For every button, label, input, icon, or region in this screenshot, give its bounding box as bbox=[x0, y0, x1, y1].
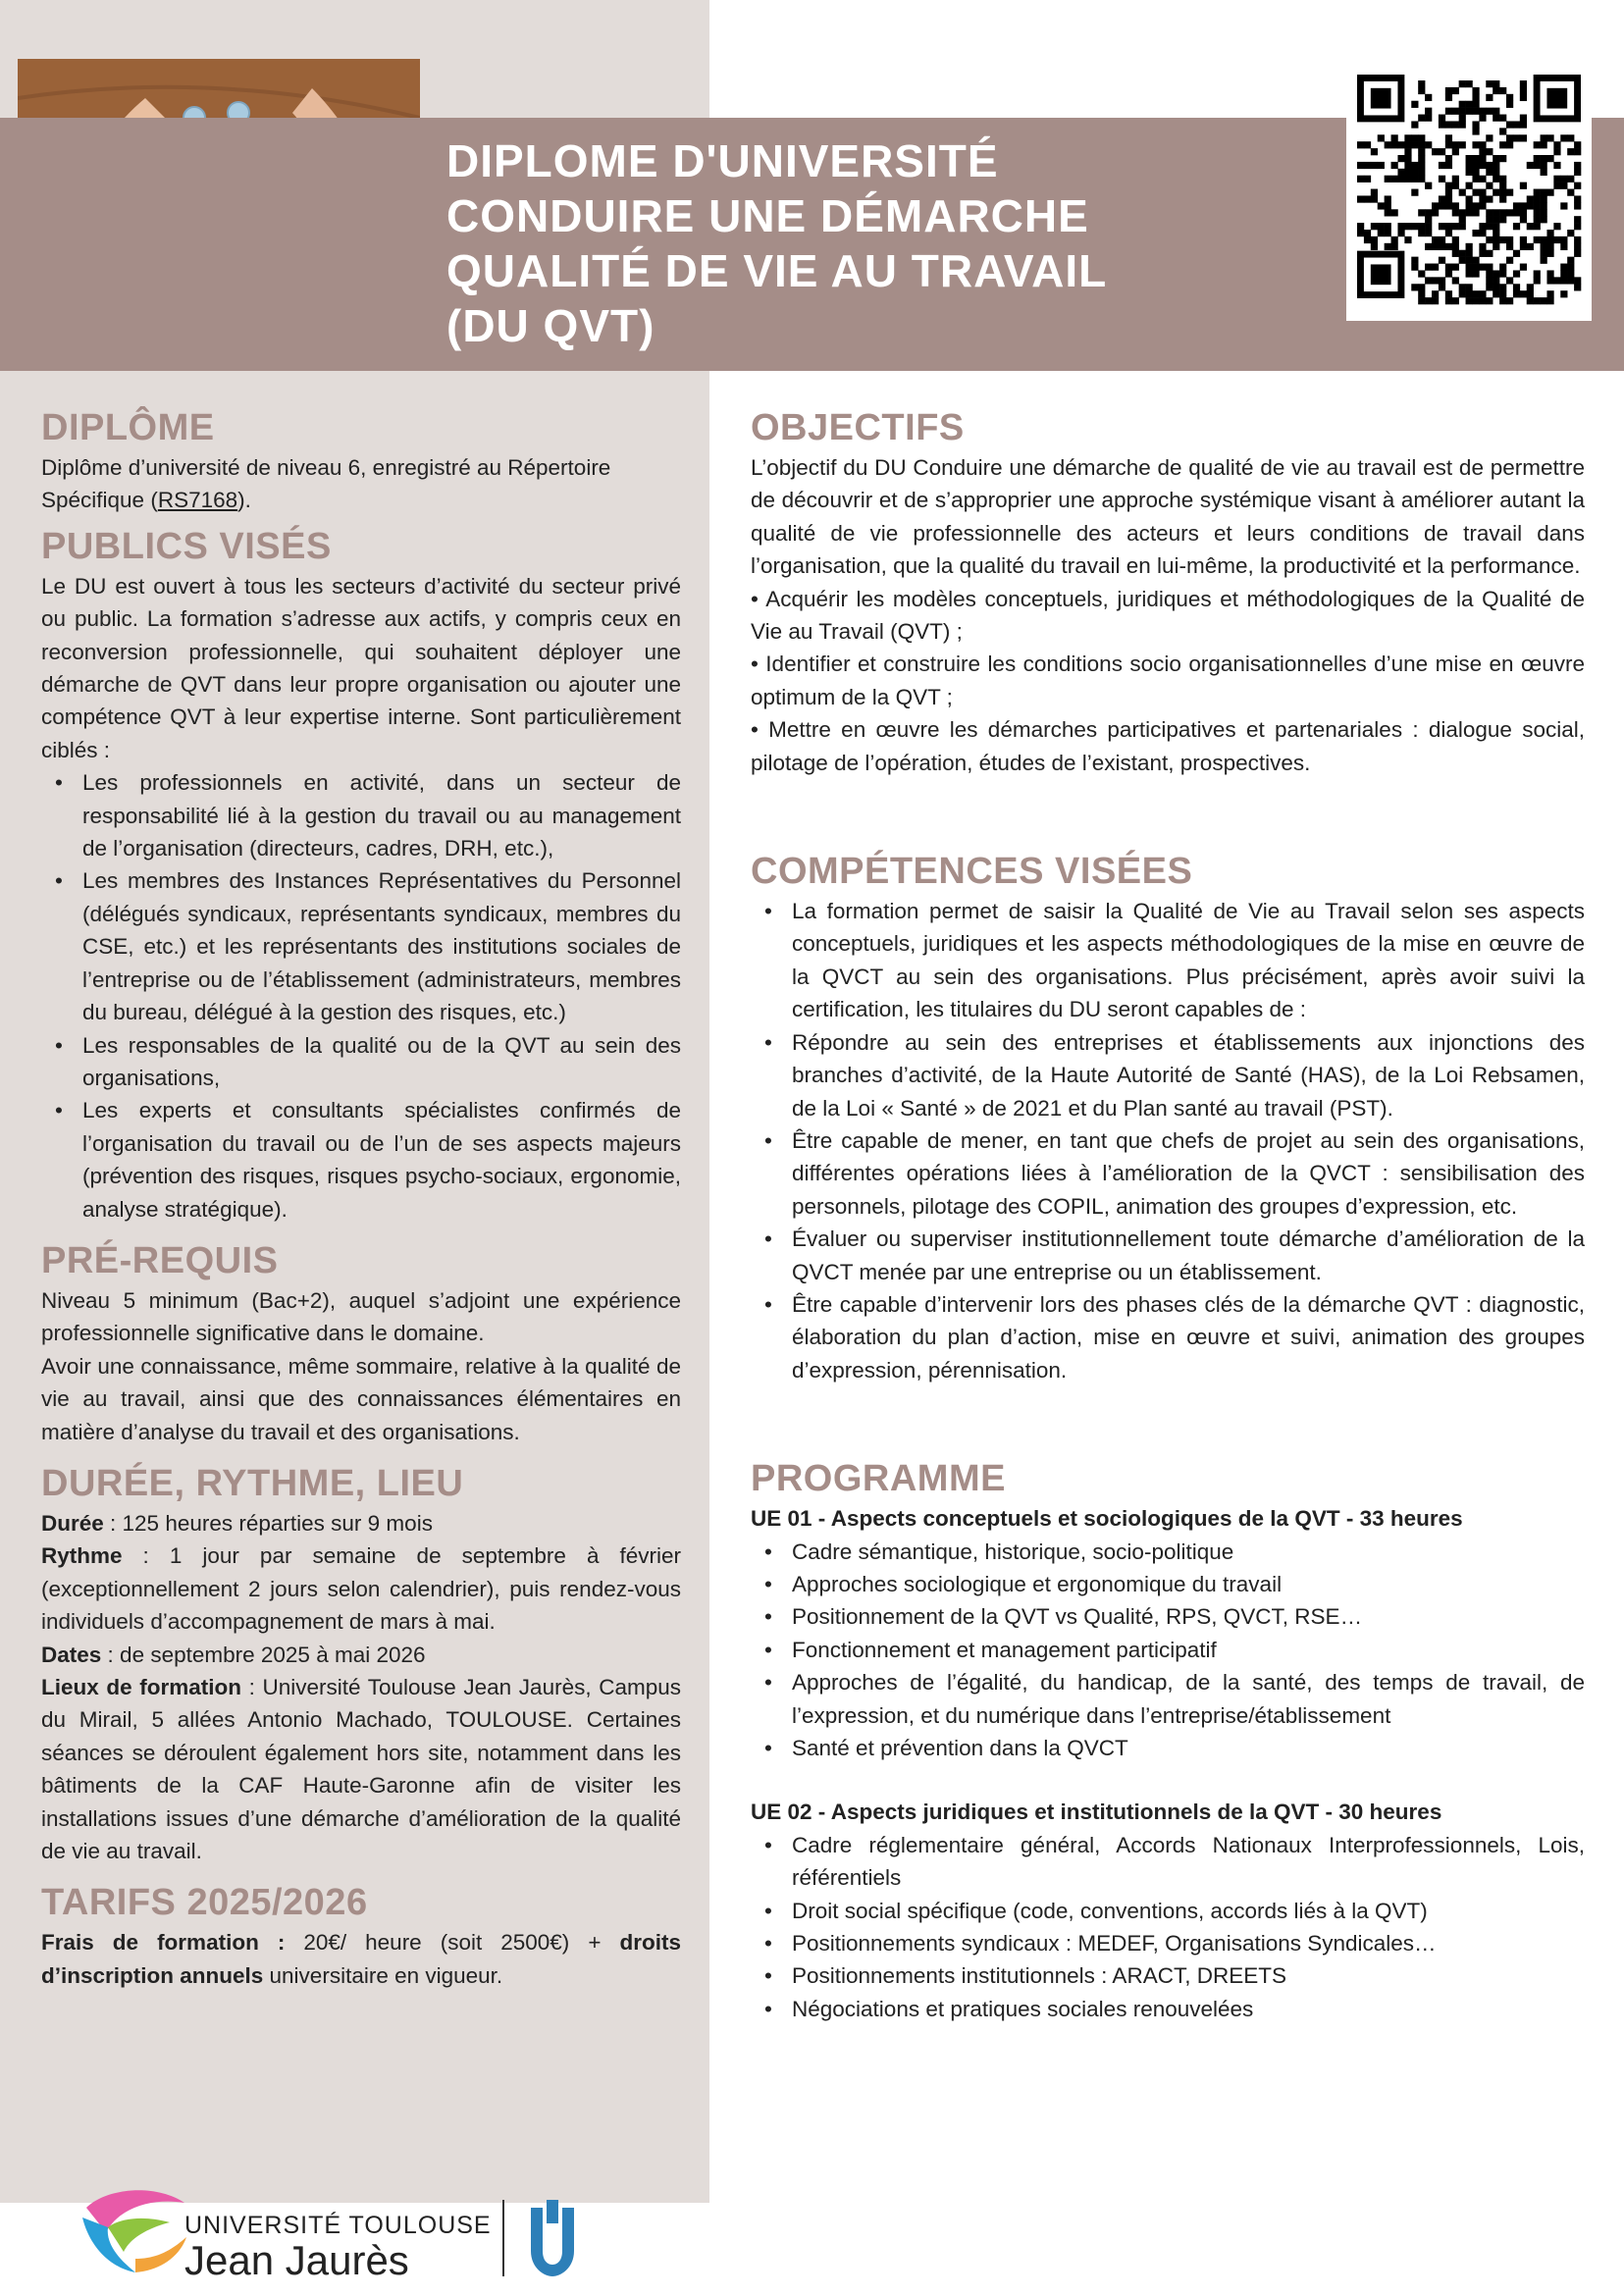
list-item: • Positionnements syndicaux : MEDEF, Organisations Syndicales… bbox=[792, 1927, 1585, 1959]
dates-value: : de septembre 2025 à mai 2026 bbox=[101, 1642, 426, 1667]
objectifs-heading: OBJECTIFS bbox=[751, 407, 965, 448]
diplome-text-end: ). bbox=[237, 488, 251, 513]
tarifs-label-2: droits d’inscription annuels bbox=[41, 1930, 681, 1988]
title-line-1: DIPLOME D'UNIVERSITÉ bbox=[446, 135, 999, 186]
rythme-line bbox=[41, 1539, 681, 1638]
logo-text-line-2: Jean Jaurès bbox=[184, 2237, 409, 2283]
tarifs-value-1: 20€/ heure (soit 2500€) + bbox=[285, 1930, 620, 1956]
objectif-item: • Identifier et construire les conditions socio organisationnelles d’une mise en œuvre optimum de la QVT ; bbox=[751, 652, 1585, 709]
publics-intro: Le DU est ouvert à tous les secteurs d’activité du secteur privé ou public. La formation s’adresse aux actifs, y compris ceux en reconversion professionnelle, qui souhaitent déployer une démarche de QVT dans leur propre organisation ou ajouter une compétence QVT à leur expertise interne. Sont particulièrement ciblés : bbox=[41, 573, 681, 762]
publics-heading: PUBLICS VISÉS bbox=[41, 525, 332, 567]
dates-line bbox=[41, 1639, 681, 1671]
duree-label: Durée bbox=[41, 1510, 104, 1536]
ue1-list bbox=[751, 1536, 1585, 1765]
list-item: • Négociations et pratiques sociales renouvelées bbox=[792, 1993, 1585, 2025]
ue2-title: UE 02 - Aspects juridiques et institutionnels de la QVT - 30 heures bbox=[751, 1800, 1442, 1825]
duree-line bbox=[41, 1507, 681, 1539]
university-logo[interactable] bbox=[77, 2180, 587, 2283]
programme-heading: PROGRAMME bbox=[751, 1458, 1006, 1500]
diplome-text-start: Diplôme d’université de niveau 6, enregistré au Répertoire Spécifique ( bbox=[41, 455, 611, 513]
university-logo-mark-icon bbox=[77, 2188, 194, 2274]
tarifs-value-2: universitaire en vigueur. bbox=[263, 1962, 503, 1988]
title-line-2: CONDUIRE UNE DÉMARCHE bbox=[446, 190, 1089, 241]
tarifs-label-1: Frais de formation : bbox=[41, 1930, 286, 1956]
prerequis-text-2: Avoir une connaissance, même sommaire, relative à la qualité de vie au travail, ainsi que des connaissances élémentaires en matière d’analyse du travail et des organisations. bbox=[41, 1353, 681, 1444]
list-item: • Être capable de mener, en tant que chefs de projet au sein des organisations, différentes opérations liées à l’amélioration de la QVCT : sensibilisation des personnels, pilotage des COPIL, animation des groupes d’expression, etc. bbox=[792, 1124, 1585, 1223]
duree-heading: DURÉE, RYTHME, LIEU bbox=[41, 1462, 464, 1504]
list-item: • Les membres des Instances Représentatives du Personnel (délégués syndicaux, représentants syndicaux, membres du CSE, etc.) et les représentants des institutions sociales de l’entreprise ou de l’établissement (administrateurs, membres du bureau, délégué à la gestion des risques, etc.) bbox=[82, 864, 681, 1028]
list-item: • Les experts et consultants spécialistes confirmés de l’organisation du travail ou de l’un de ses aspects majeurs (prévention des risques, risques psycho-sociaux, ergonomie, analyse stratégique). bbox=[82, 1094, 681, 1226]
competences-heading: COMPÉTENCES VISÉES bbox=[751, 851, 1193, 893]
list-item: • Répondre au sein des entreprises et établissements aux injonctions des branches d’activité, de la Haute Autorité de Santé (HAS), de la Loi Rebsamen, de la Loi « Santé » de 2021 et du Plan santé au travail (PST). bbox=[792, 1026, 1585, 1124]
objectifs-intro: L’objectif du DU Conduire une démarche de qualité de vie au travail est de permettre de découvrir et de s’approprier une approche systémique visant à améliorer autant la qualité de vie professionnelle des acteurs et leurs conditions de travail dans l’organisation, que la qualité du travail en lui-même, la productivité et la performance. bbox=[751, 455, 1585, 579]
diplome-heading: DIPLÔME bbox=[41, 407, 215, 448]
list-item: • Positionnement de la QVT vs Qualité, RPS, QVCT, RSE… bbox=[792, 1600, 1585, 1633]
diplome-text bbox=[41, 451, 681, 517]
list-item: • Fonctionnement et management participatif bbox=[792, 1634, 1585, 1666]
title-line-4: (DU QVT) bbox=[446, 300, 655, 351]
list-item: • Évaluer ou superviser institutionnellement toute démarche d’amélioration de la QVCT menée par une entreprise ou un établissement. bbox=[792, 1223, 1585, 1288]
competences-list bbox=[751, 895, 1585, 1386]
list-item: • Être capable d’intervenir lors des phases clés de la démarche QVT : diagnostic, élaboration du plan d’action, mise en œuvre et suivi, animation des groupes d’expression, pérennisation. bbox=[792, 1288, 1585, 1386]
publics-list bbox=[41, 766, 681, 1226]
tarifs-text bbox=[41, 1926, 681, 1992]
duree-value: : 125 heures réparties sur 9 mois bbox=[103, 1510, 433, 1536]
list-item: • Santé et prévention dans la QVCT bbox=[792, 1732, 1585, 1764]
ue1-title: UE 01 - Aspects conceptuels et sociologiques de la QVT - 33 heures bbox=[751, 1506, 1463, 1532]
lieux-line bbox=[41, 1671, 681, 1867]
prerequis-text-1: Niveau 5 minimum (Bac+2), auquel s’adjoint une expérience professionnelle significative dans le domaine. bbox=[41, 1287, 681, 1346]
list-item: • Cadre sémantique, historique, socio-politique bbox=[792, 1536, 1585, 1568]
rythme-value: : 1 jour par semaine de septembre à février (exceptionnellement 2 jours selon calendrier), puis rendez-vous individuels d’accompagnement de mars à mai. bbox=[41, 1543, 681, 1635]
list-item: • Approches de l’égalité, du handicap, de la santé, des temps de travail, de l’expression, et du numérique dans l’entreprise/établissement bbox=[792, 1666, 1585, 1732]
list-item: • Droit social spécifique (code, conventions, accords liés à la QVT) bbox=[792, 1895, 1585, 1927]
list-item: • Approches sociologique et ergonomique du travail bbox=[792, 1568, 1585, 1600]
qr-code-image bbox=[1346, 64, 1592, 321]
list-item: • Cadre réglementaire général, Accords Nationaux Interprofessionnels, Lois, référentiels bbox=[792, 1829, 1585, 1895]
title-line-3: QUALITÉ DE VIE AU TRAVAIL bbox=[446, 245, 1108, 296]
logo-text-line-1: UNIVERSITÉ TOULOUSE bbox=[184, 2212, 492, 2239]
objectif-item: • Acquérir les modèles conceptuels, juridiques et méthodologiques de la Qualité de Vie au Travail (QVT) ; bbox=[751, 586, 1585, 645]
rs-link[interactable]: RS7168 bbox=[157, 488, 238, 513]
list-item: • Les responsables de la qualité ou de la QVT au sein des organisations, bbox=[82, 1029, 681, 1095]
u-monogram-icon bbox=[523, 2200, 582, 2278]
ue2-list bbox=[751, 1829, 1585, 2025]
tarifs-heading: TARIFS 2025/2026 bbox=[41, 1882, 368, 1924]
rythme-label: Rythme bbox=[41, 1543, 123, 1569]
list-item: • La formation permet de saisir la Qualité de Vie au Travail selon ses aspects conceptuels, juridiques et les aspects méthodologiques de la mise en œuvre de la QVCT au sein des organisations. Plus précisément, après avoir suivi la certification, les titulaires du DU seront capables de : bbox=[792, 895, 1585, 1026]
qr-code[interactable] bbox=[1346, 64, 1592, 321]
lieux-label: Lieux de formation bbox=[41, 1675, 241, 1699]
list-item: • Positionnements institutionnels : ARACT, DREETS bbox=[792, 1959, 1585, 1992]
objectif-item: • Mettre en œuvre les démarches participatives et partenariales : dialogue social, pilotage de l’opération, études de l’existant, prospectives. bbox=[751, 717, 1585, 775]
right-column bbox=[751, 404, 1585, 2025]
list-item: • Les professionnels en activité, dans un secteur de responsabilité lié à la gestion du travail ou au management de l’organisation (directeurs, cadres, DRH, etc.), bbox=[82, 766, 681, 864]
page-title bbox=[446, 133, 1192, 353]
left-column bbox=[41, 404, 681, 1992]
lieux-value: : Université Toulouse Jean Jaurès, Campus du Mirail, 5 allées Antonio Machado, TOULOUSE. Certaines séances se déroulent également hors site, notamment dans les bâtiments de la CAF Haute-Garonne afin de visiter les installations issues d’une démarche d’amélioration de la qualité de vie au travail. bbox=[41, 1675, 681, 1864]
dates-label: Dates bbox=[41, 1642, 102, 1667]
logo-separator bbox=[502, 2200, 504, 2276]
prerequis-heading: PRÉ-REQUIS bbox=[41, 1239, 279, 1281]
